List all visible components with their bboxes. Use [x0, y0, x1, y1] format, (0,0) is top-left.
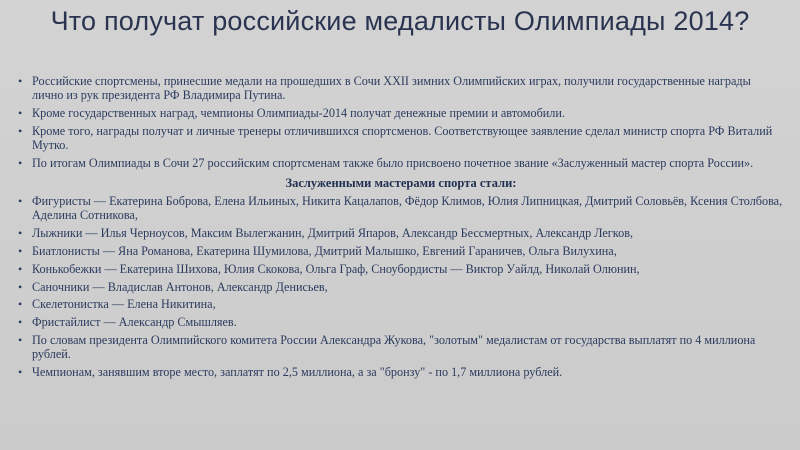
list-item: • Биатлонисты — Яна Романова, Екатерина Шумилова, Дмитрий Малышко, Евгений Гараничев, Ольга Вилухина,	[18, 244, 784, 258]
section-heading: Заслуженными мастерами спорта стали:	[285, 176, 517, 190]
slide-title: Что получат российские медалисты Олимпиады 2014?	[50, 6, 750, 36]
list-item: • Скелетонистка — Елена Никитина,	[18, 297, 784, 311]
list-item: • Чемпионам, занявшим вторе место, заплатят по 2,5 миллиона, а за "бронзу" - по 1,7 миллиона рублей.	[18, 365, 784, 379]
list-item: • Саночники — Владислав Антонов, Александр Денисьев,	[18, 280, 784, 294]
list-item: • Кроме государственных наград, чемпионы Олимпиады-2014 получат денежные премии и автомобили.	[18, 106, 784, 120]
list-item: • По словам президента Олимпийского комитета России Александра Жукова, "золотым" медалистам от государства выплатят по 4 миллиона рублей.	[18, 333, 784, 361]
list-item: • Фристайлист — Александр Смышляев.	[18, 315, 784, 329]
list-item: • По итогам Олимпиады в Сочи 27 российским спортсменам также было присвоено почетное звание «Заслуженный мастер спорта России».	[18, 156, 784, 170]
list-item: • Кроме того, награды получат и личные тренеры отличившихся спортсменов. Соответствующее заявление сделал министр спорта РФ Виталий Мутко.	[18, 124, 784, 152]
slide-content	[18, 74, 784, 383]
list-item: • Фигуристы — Екатерина Боброва, Елена Ильиных, Никита Кацалапов, Фёдор Климов, Юлия Липницкая, Дмитрий Соловьёв, Ксения Столбова, Аделина Сотникова,	[18, 194, 784, 222]
list-item: • Конькобежки — Екатерина Шихова, Юлия Скокова, Ольга Граф, Сноубордисты — Виктор Уайлд, Николай Олюнин,	[18, 262, 784, 276]
list-item: • Лыжники — Илья Черноусов, Максим Вылегжанин, Дмитрий Япаров, Александр Бессмертных, Александр Легков,	[18, 226, 784, 240]
list-item: • Российские спортсмены, принесшие медали на прошедших в Сочи XXII зимних Олимпийских играх, получили государственные награды лично из рук президента РФ Владимира Путина.	[18, 74, 784, 102]
